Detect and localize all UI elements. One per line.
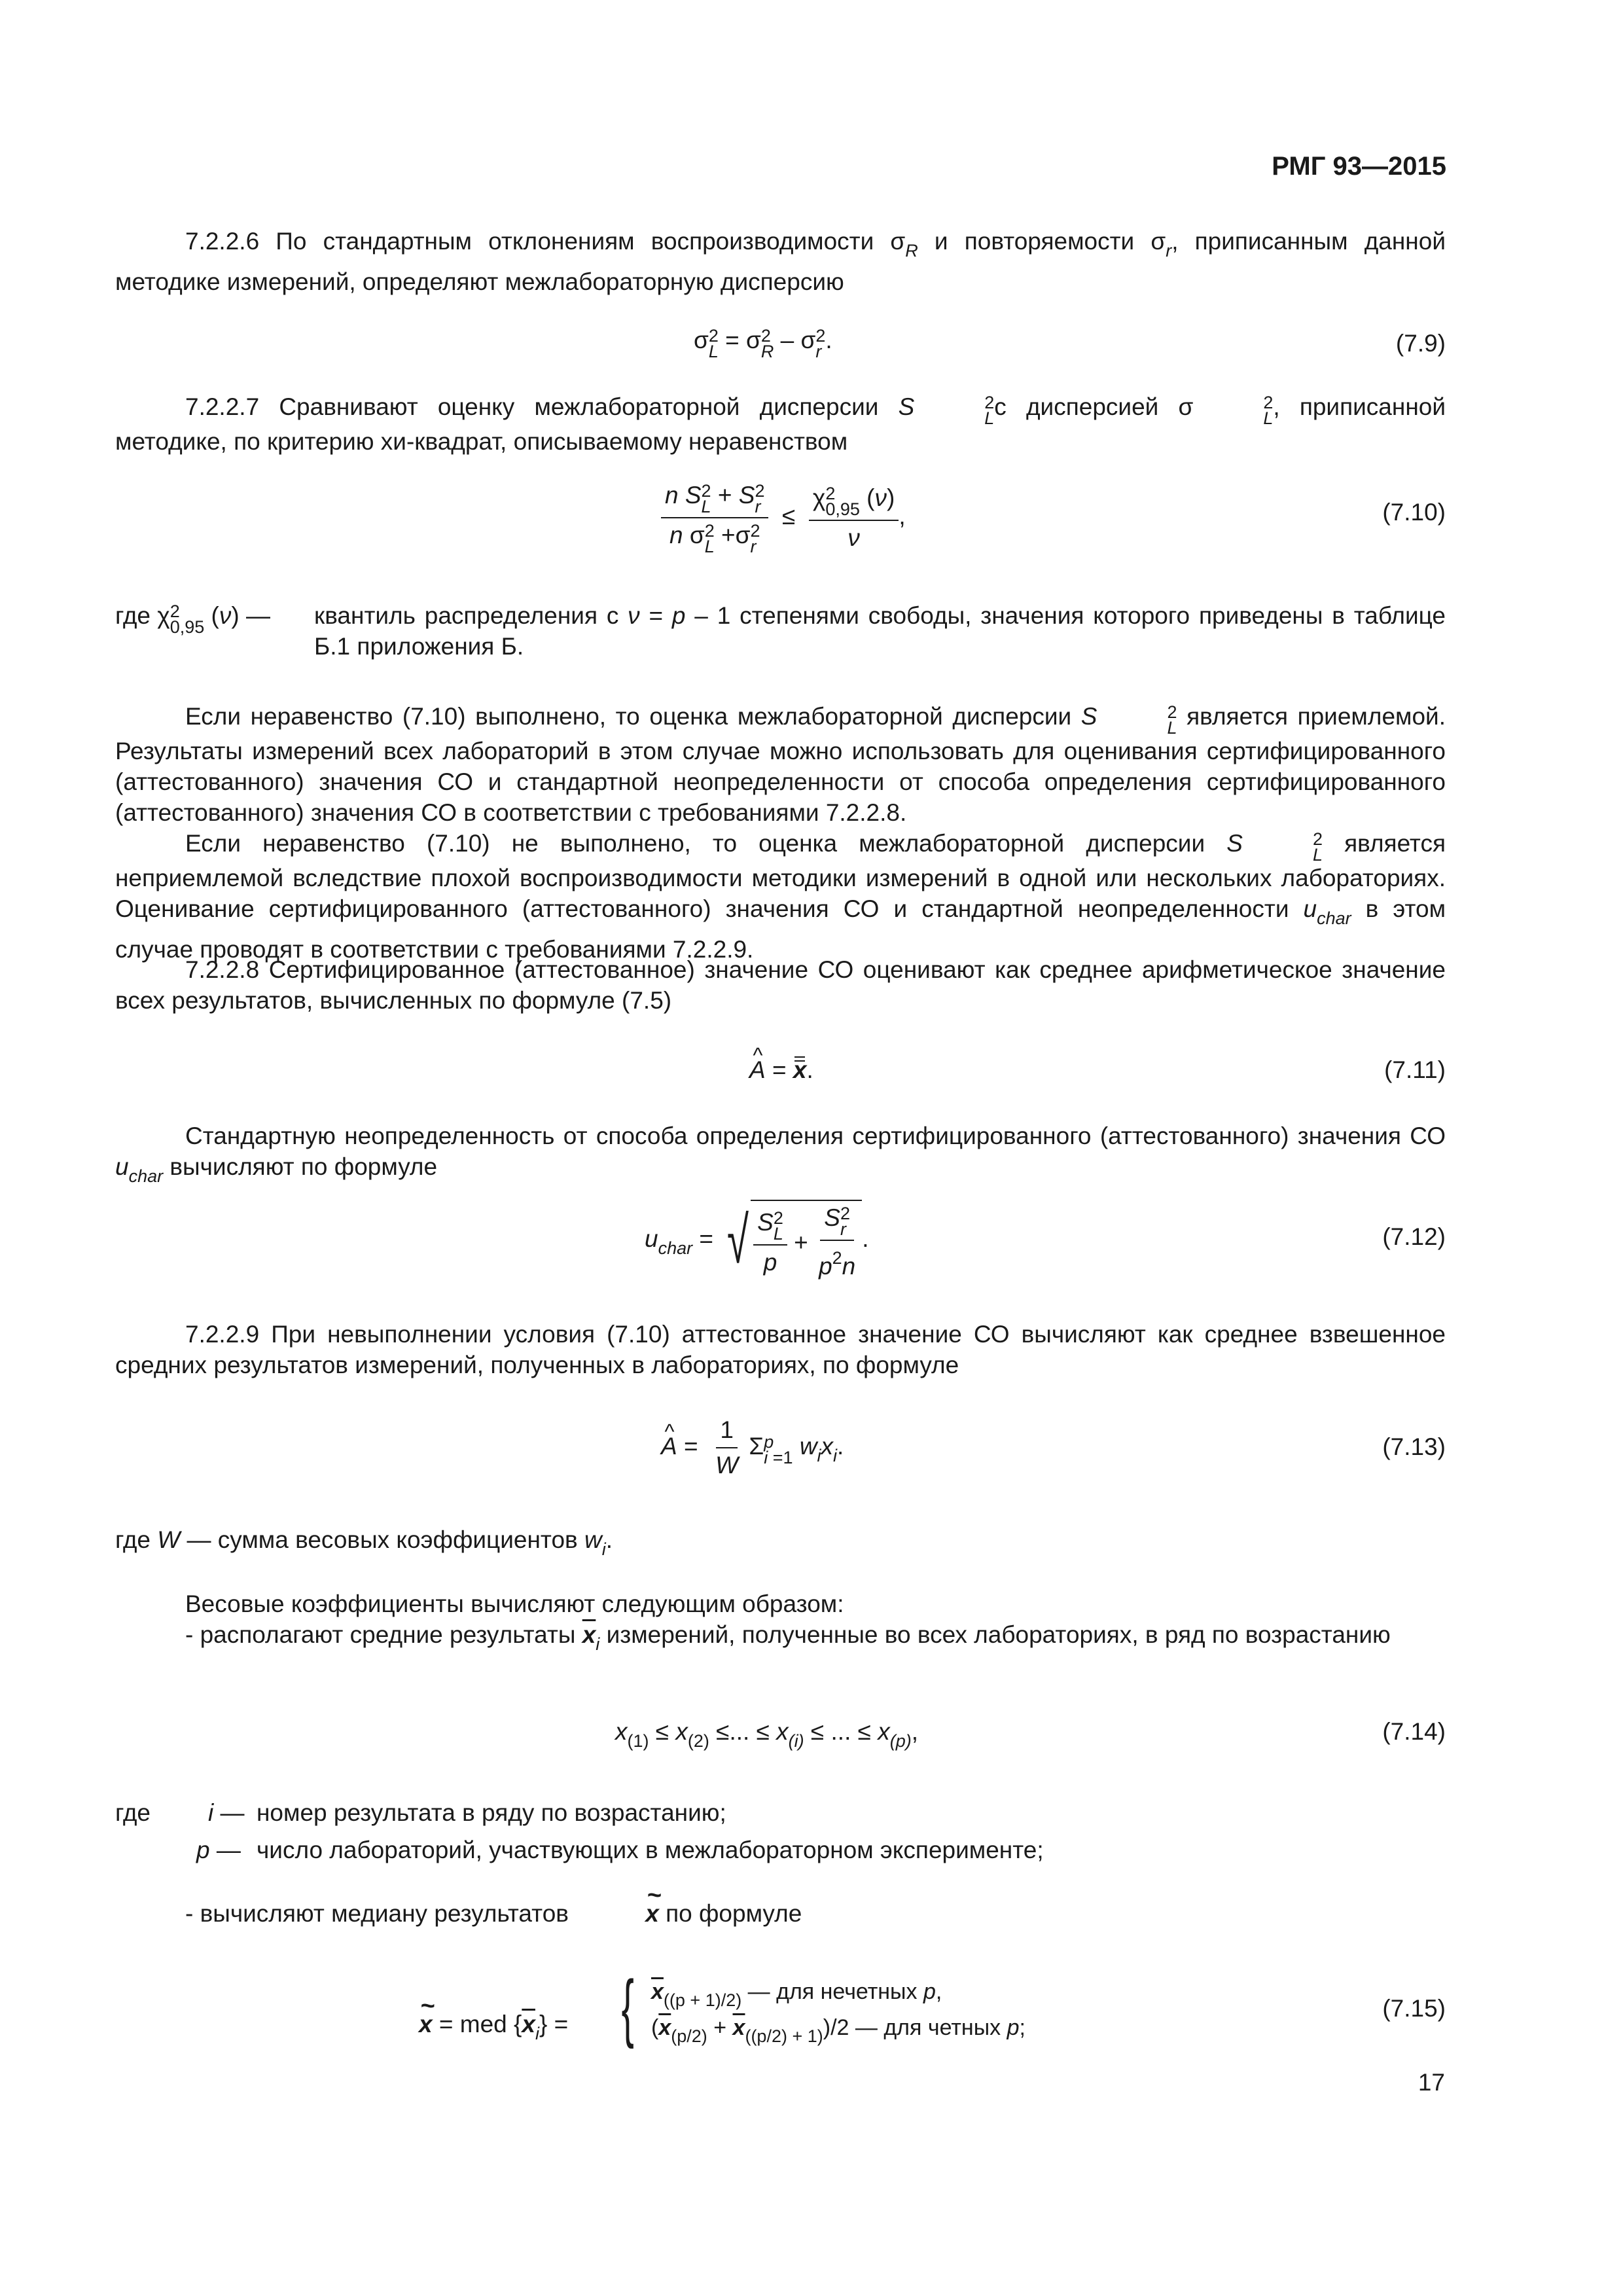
where-chi-text: квантиль распределения с ν = p – 1 степенями свободы, значения которого приведены в таблице Б.1 приложения Б. <box>314 602 1446 660</box>
equation-7-10: n S 2 L + S 2 r n σ 2 L +σ 2 r ≤ χ 2 0,95 (ν) ν , <box>661 481 906 554</box>
paragraph-if-not-satisfied: Если неравенство (7.10) не выполнено, то оценка межлабораторной дисперсии S 2 L является неприемлемой вследствие плохой воспроизводимости методики измерений в одной или нескольких лабораториях. Оценивание сертифицированного (аттестованного) значения СО и стандартной неопределенности $u_{char}$ в этом случае проводят в соответствии с требованиями 7.2.2.9. <box>115 829 1446 963</box>
left-brace: { <box>621 1965 634 2049</box>
paragraph-u-char: Стандартную неопределенность от способа определения сертифицированного (аттестованного) значения СО $u_{char}$ вычисляют по формуле <box>115 1122 1446 1186</box>
paragraph-if-satisfied: Если неравенство (7.10) выполнено, то оценка межлабораторной дисперсии S 2 L является приемлемой. Результаты измерений всех лабораторий в этом случае можно использовать для оценивания сертифицированного (аттестованного) значения СО и стандартной неопределенности от способа определения сертифицированного (аттестованного) значения СО в соответствии с требованиями 7.2.2.8. <box>115 702 1446 826</box>
equation-number: (7.13) <box>1382 1433 1446 1460</box>
where-chi-lead: где χ 2 0,95 (ν) — <box>115 601 270 637</box>
equation-7-13: ^ A = $\frac{1}{W}$ Σ p i =1 $w_ix_i$. <box>661 1416 844 1480</box>
equation-number: (7.15) <box>1382 1995 1446 2022</box>
equation-number: (7.9) <box>1395 330 1446 357</box>
paragraph-7-2-2-6: 7.2.2.6 По стандартным отклонениям воспроизводимости $\sigma_R$ и повторяемости $\sigma_r$, приписанным данной методике измерений, определяют межлабораторную дисперсию <box>115 228 1446 295</box>
paragraph-7-2-2-9: 7.2.2.9 При невыполнении условия (7.10) аттестованное значение СО вычисляют как среднее взвешенное средних результатов измерений, полученных в лабораториях, по формуле <box>115 1321 1446 1378</box>
equation-number: (7.12) <box>1382 1223 1446 1250</box>
equation-number: (7.14) <box>1382 1718 1446 1745</box>
paragraph-7-2-2-8: 7.2.2.8 Сертифицированное (аттестованное) значение СО оценивают как среднее арифметическое значение всех результатов, вычисленных по формуле (7.5) <box>115 956 1446 1014</box>
where-p-text: число лабораторий, участвующих в межлабораторном эксперименте; <box>257 1837 1044 1863</box>
where-p-symbol: p — <box>196 1837 241 1863</box>
where-i-lead: где <box>115 1799 151 1826</box>
where-i-text: номер результата в ряду по возрастанию; <box>257 1799 726 1826</box>
where-W: где W — сумма весовых коэффициентов $w_i$. <box>115 1526 613 1559</box>
equation-7-11: ^ A = x. <box>749 1054 813 1085</box>
equation-7-14: $x_{(1)} \le x_{(2)}$ ≤... ≤ $x_{(i)}$ ≤ ... ≤ $x_{(p)}$, <box>615 1718 919 1751</box>
bullet-median: - вычисляют медиану результатов ~ x по формуле <box>115 1898 1446 1929</box>
paragraph-weights: Весовые коэффициенты вычисляют следующим образом: <box>185 1590 844 1617</box>
where-i-symbol: i — <box>208 1799 245 1826</box>
equation-7-15-case-odd: $\overline{x}_{((p + 1)/2)}$ — для нечетных p, <box>651 1979 942 2010</box>
equation-7-15-lhs: ~ x = med $\{\overline{x}_i\}$ = <box>419 2009 568 2049</box>
equation-number: (7.10) <box>1382 499 1446 526</box>
document-code-header: РМГ 93—2015 <box>1272 152 1446 181</box>
bullet-sort: - располагают средние результаты $\overline{x}_i$ измерений, полученные во всех лабораториях, в ряд по возрастанию <box>185 1621 1391 1654</box>
equation-7-15-case-even: $(\overline{x}_{(p/2)} + \overline{x}_{((p/2) + 1)})/2$ — для четных p; <box>651 2015 1026 2046</box>
page-number: 17 <box>1418 2069 1445 2096</box>
equation-number: (7.11) <box>1384 1056 1446 1083</box>
paragraph-7-2-2-7: 7.2.2.7 Сравнивают оценку межлабораторной дисперсии S 2 L с дисперсией σ 2 L , приписанной методике, по критерию хи-квадрат, описываемому неравенством <box>115 393 1446 455</box>
equation-7-9: σ 2 L = σ 2 R – σ 2 r . <box>694 326 832 361</box>
equation-7-12: $u_{char}$ = √ S 2 L p + S 2 r $p^2n$ . <box>645 1200 869 1281</box>
